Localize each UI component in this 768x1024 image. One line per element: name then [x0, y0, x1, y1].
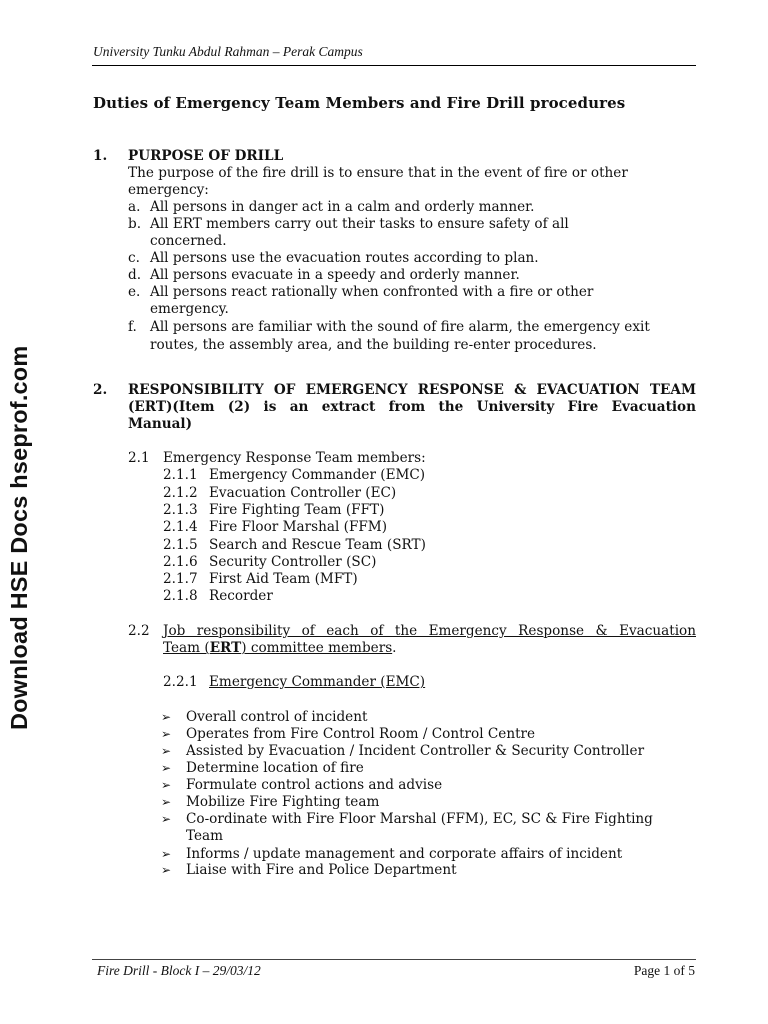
list-item: All persons evacuate in a speedy and orderly manner. — [150, 267, 520, 283]
section-1-intro-cont: emergency: — [128, 182, 209, 198]
list-item: All ERT members carry out their tasks to ensure safety of all — [150, 216, 569, 232]
section-2-number: 2. — [93, 382, 108, 398]
bullet-item-cont: Team — [186, 828, 224, 844]
list-item-cont: concerned. — [150, 233, 227, 249]
list-item-cont: emergency. — [150, 301, 229, 317]
member-name: Fire Fighting Team (FFT) — [209, 502, 385, 518]
member-number: 2.1.6 — [163, 554, 198, 570]
list-item: All persons react rationally when confronted with a fire or other — [150, 284, 594, 300]
list-item: All persons are familiar with the sound of fire alarm, the emergency exit — [150, 319, 650, 335]
member-name: Search and Rescue Team (SRT) — [209, 537, 426, 553]
bullet-item: Mobilize Fire Fighting team — [186, 794, 380, 810]
bullet-item: Formulate control actions and advise — [186, 777, 443, 793]
subsection-2-2-1-title: Emergency Commander (EMC) — [209, 674, 426, 690]
list-label: e. — [128, 284, 141, 300]
member-name: Emergency Commander (EMC) — [209, 467, 426, 483]
list-item: All persons in danger act in a calm and orderly manner. — [150, 199, 535, 215]
member-number: 2.1.2 — [163, 485, 198, 501]
bullet-item: Assisted by Evacuation / Incident Controller & Security Controller — [186, 743, 645, 759]
member-number: 2.1.1 — [163, 467, 198, 483]
footer-rule — [92, 959, 696, 960]
subsection-2-2-title: Job responsibility of each of the Emergency Response & Evacuation — [163, 623, 696, 639]
header-institution: University Tunku Abdul Rahman – Perak Campus — [93, 44, 363, 59]
subsection-2-1-number: 2.1 — [128, 450, 150, 466]
member-name: Recorder — [209, 588, 273, 604]
list-item: All persons use the evacuation routes according to plan. — [150, 250, 539, 266]
arrow-bullet-icon: ➢ — [161, 710, 172, 724]
subsection-2-2-1-number: 2.2.1 — [163, 674, 198, 690]
subsection-2-2-number: 2.2 — [128, 623, 150, 639]
member-number: 2.1.3 — [163, 502, 198, 518]
member-name: Evacuation Controller (EC) — [209, 485, 397, 501]
member-number: 2.1.5 — [163, 537, 198, 553]
member-name: First Aid Team (MFT) — [209, 571, 358, 587]
bullet-item: Overall control of incident — [186, 709, 368, 725]
document-title: Duties of Emergency Team Members and Fire Drill procedures — [93, 94, 626, 112]
subsection-2-2-title-cont: Team (ERT) committee members. — [163, 640, 397, 656]
section-1-number: 1. — [93, 148, 108, 164]
list-label: f. — [128, 319, 137, 335]
section-2-heading-cont: (ERT)(Item (2) is an extract from the University Fire Evacuation — [128, 399, 696, 415]
subsection-2-1-title: Emergency Response Team members: — [163, 450, 426, 466]
header-rule — [92, 65, 696, 66]
arrow-bullet-icon: ➢ — [161, 761, 172, 775]
bullet-item: Informs / update management and corporate affairs of incident — [186, 846, 623, 862]
list-label: c. — [128, 250, 140, 266]
arrow-bullet-icon: ➢ — [161, 863, 172, 877]
bullet-item: Operates from Fire Control Room / Control Centre — [186, 726, 536, 742]
footer-document-info: Fire Drill - Block I – 29/03/12 — [97, 963, 261, 978]
bullet-item: Liaise with Fire and Police Department — [186, 862, 457, 878]
list-label: b. — [128, 216, 142, 232]
list-label: a. — [128, 199, 141, 215]
section-1-intro: The purpose of the fire drill is to ensure that in the event of fire or other — [128, 165, 628, 181]
list-item-cont: routes, the assembly area, and the building re-enter procedures. — [150, 337, 597, 353]
sidebar-watermark: Download HSE Docs hseprof.com — [6, 345, 32, 730]
bullet-item: Co-ordinate with Fire Floor Marshal (FFM), EC, SC & Fire Fighting — [186, 811, 653, 827]
arrow-bullet-icon: ➢ — [161, 744, 172, 758]
arrow-bullet-icon: ➢ — [161, 778, 172, 792]
arrow-bullet-icon: ➢ — [161, 795, 172, 809]
bullet-item: Determine location of fire — [186, 760, 364, 776]
footer-page-number: Page 1 of 5 — [633, 963, 695, 978]
section-2-heading: RESPONSIBILITY OF EMERGENCY RESPONSE & EVACUATION TEAM — [128, 382, 696, 398]
section-2-heading-end: Manual) — [128, 416, 193, 432]
list-label: d. — [128, 267, 142, 283]
section-1-heading: PURPOSE OF DRILL — [128, 148, 284, 164]
arrow-bullet-icon: ➢ — [161, 727, 172, 741]
arrow-bullet-icon: ➢ — [161, 812, 172, 826]
member-name: Security Controller (SC) — [209, 554, 377, 570]
member-number: 2.1.8 — [163, 588, 198, 604]
member-number: 2.1.4 — [163, 519, 198, 535]
arrow-bullet-icon: ➢ — [161, 847, 172, 861]
member-number: 2.1.7 — [163, 571, 198, 587]
member-name: Fire Floor Marshal (FFM) — [209, 519, 388, 535]
